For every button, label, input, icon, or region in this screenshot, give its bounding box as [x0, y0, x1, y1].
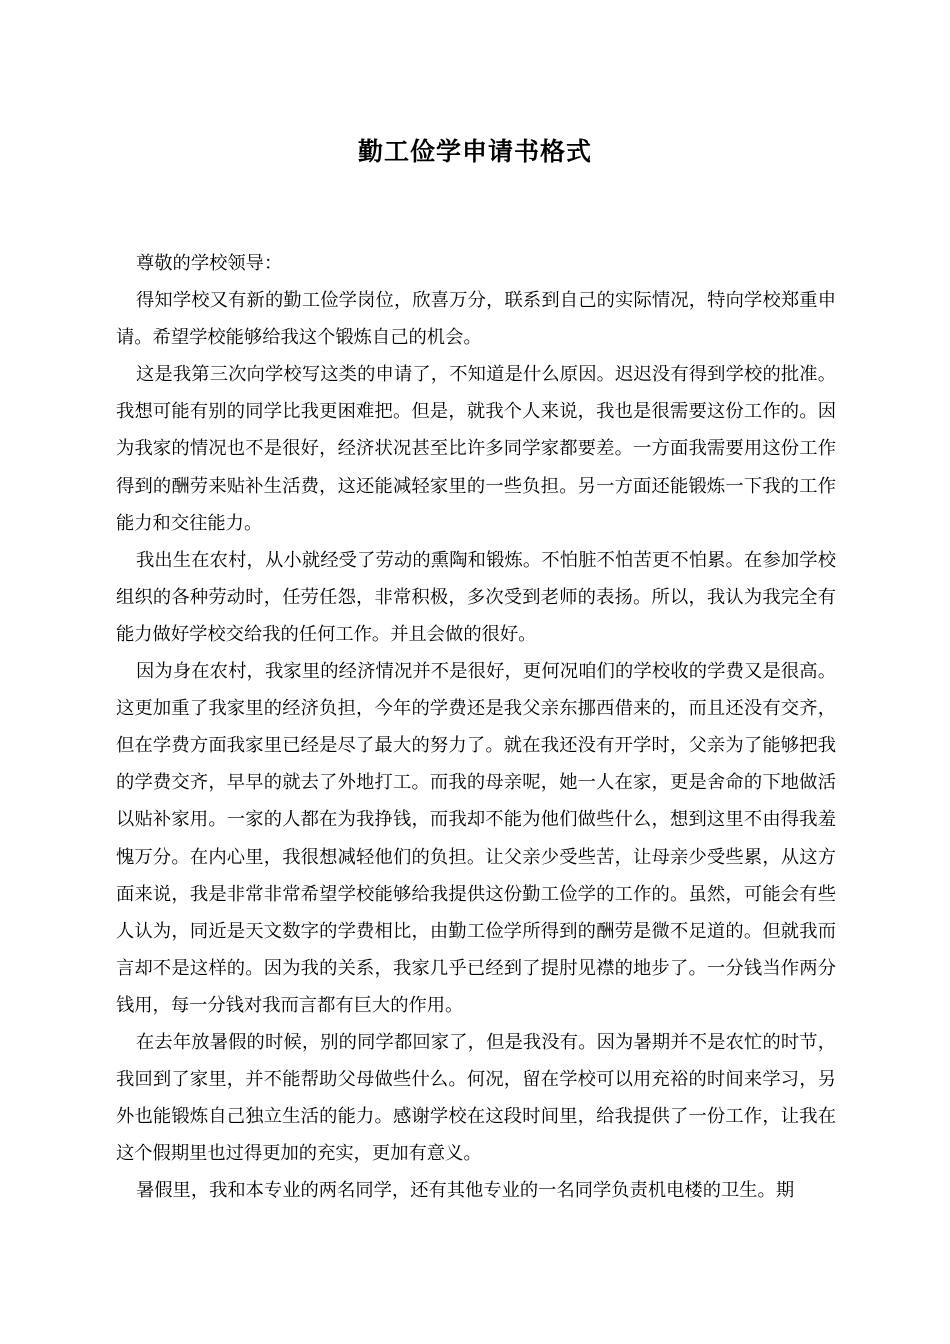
document-body — [116, 245, 836, 1209]
document-title: 勤工俭学申请书格式 — [357, 137, 592, 166]
paragraph-3: 我出生在农村，从小就经受了劳动的熏陶和锻炼。不怕脏不怕苦更不怕累。在参加学校组织的各种劳动时，任劳任怨，非常积极，多次受到老师的表扬。所以，我认为我完全有能力做好学校交给我的任何工作。并且会做的很好。 — [116, 549, 836, 645]
paragraph-4: 因为身在农村，我家里的经济情况并不是很好，更何况咱们的学校收的学费又是很高。这更加重了我家里的经济负担，今年的学费还是我父亲东挪西借来的，而且还没有交齐，但在学费方面我家里已经是尽了最大的努力了。就在我还没有开学时，父亲为了能够把我的学费交齐，早早的就去了外地打工。而我的母亲呢，她一人在家，更是舍命的下地做活以贴补家用。一家的人都在为我挣钱，而我却不能为他们做些什么，想到这里不由得我羞愧万分。在内心里，我很想减轻他们的负担。让父亲少受些苦，让母亲少受些累，从这方面来说，我是非常非常希望学校能够给我提供这份勤工俭学的工作的。虽然，可能会有些人认为，同近是天文数字的学费相比，由勤工俭学所得到的酬劳是微不足道的。但就我而言却不是这样的。因为我的关系，我家几乎已经到了提肘见襟的地步了。一分钱当作两分钱用，每一分钱对我而言都有巨大的作用。 — [116, 661, 836, 1016]
paragraph-5: 在去年放暑假的时候，别的同学都回家了，但是我没有。因为暑期并不是农忙的时节，我回到了家里，并不能帮助父母做些什么。何况，留在学校可以用充裕的时间来学习，另外也能锻炼自己独立生活的能力。感谢学校在这段时间里，给我提供了一份工作，让我在这个假期里也过得更加的充实，更加有意义。 — [116, 1031, 836, 1165]
paragraph-6: 暑假里，我和本专业的两名同学，还有其他专业的一名同学负责机电楼的卫生。期 — [136, 1180, 795, 1202]
salutation: 尊敬的学校领导： — [136, 253, 283, 274]
paragraph-1: 得知学校又有新的勤工俭学岗位，欣喜万分，联系到自己的实际情况，特向学校郑重申请。希望学校能够给我这个锻炼自己的机会。 — [116, 290, 836, 349]
paragraph-2: 这是我第三次向学校写这类的申请了，不知道是什么原因。迟迟没有得到学校的批准。我想可能有别的同学比我更困难把。但是，就我个人来说，我也是很需要这份工作的。因为我家的情况也不是很好，经济状况甚至比许多同学家都要差。一方面我需要用这份工作得到的酬劳来贴补生活费，这还能减轻家里的一些负担。另一方面还能锻炼一下我的工作能力和交往能力。 — [116, 364, 836, 534]
